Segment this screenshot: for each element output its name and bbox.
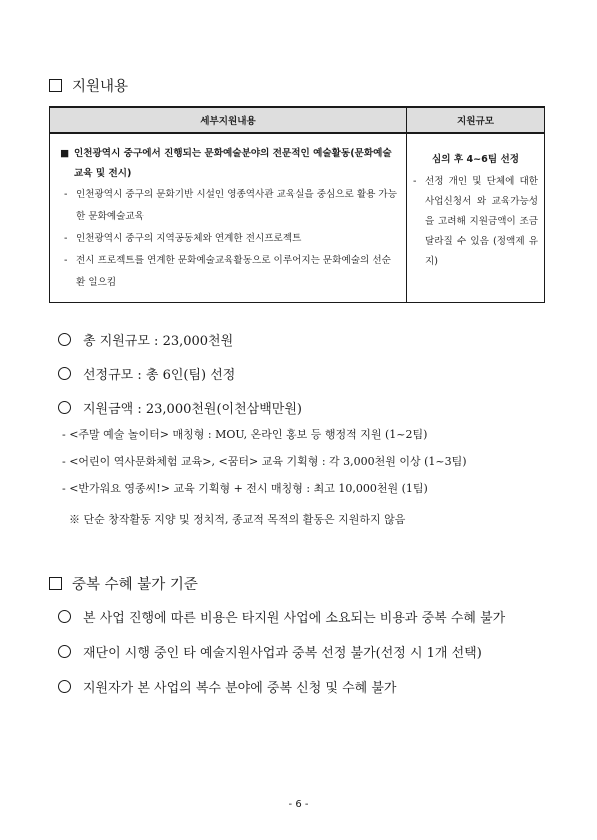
circle-item — [58, 642, 482, 661]
section-title-text: 중복 수혜 불가 기준 — [72, 577, 198, 593]
table-header-detail: 세부지원내용 — [50, 107, 407, 133]
support-table — [49, 106, 545, 303]
circle-item — [58, 398, 302, 417]
list-item: - 전시 프로젝트를 연계한 문화예술교육활동으로 이루어지는 문화예술의 선순환 일으킴 — [60, 250, 400, 294]
circle-item-text: 총 지원규모 : 23,000천원 — [83, 334, 234, 349]
circle-item — [58, 607, 505, 626]
circle-bullet-icon — [58, 367, 71, 380]
table-cell-scale — [407, 133, 545, 303]
square-bullet-icon: ■ — [60, 148, 70, 159]
sub-item: - <반가워요 영종씨!> 교육 기획형 + 전시 매칭형 : 최고 10,000천원 (1팀) — [62, 482, 428, 495]
page-number: - 6 - — [288, 799, 309, 810]
list-item-text: 인천광역시 중구의 문화기반 시설인 영종역사관 교육실을 중심으로 활용 가능한 문화예술교육 — [76, 189, 397, 222]
circle-item-text: 재단이 시행 중인 타 예술지원사업과 중복 선정 불가(선정 시 1개 선택) — [83, 646, 482, 661]
table-main-bullet-text: 인천광역시 중구에서 진행되는 문화예술분야의 전문적인 예술활동(문화예술교육 및 전시) — [74, 148, 392, 179]
list-item: - 인천광역시 중구의 문화기반 시설인 영종역사관 교육실을 중심으로 활용 가능한 문화예술교육 — [60, 184, 400, 228]
checkbox-square-icon — [49, 79, 62, 92]
table-row — [50, 133, 545, 303]
list-item-text: 인천광역시 중구의 지역공동체와 연계한 전시프로젝트 — [76, 233, 302, 244]
scale-body-text: 선정 개인 및 단체에 대한 사업신청서 와 교육가능성을 고려해 지원금액이 조금 달라질 수 있음 (정액제 유지) — [425, 176, 538, 267]
list-item-text: 전시 프로젝트를 연계한 문화예술교육활동으로 이루어지는 문화예술의 선순환 일으킴 — [76, 255, 391, 288]
scale-heading: 심의 후 4~6팀 선정 — [431, 154, 519, 165]
section-title-duplicate — [49, 573, 198, 594]
circle-item — [58, 677, 396, 696]
table-main-bullet — [60, 144, 400, 184]
section-title-support — [49, 75, 128, 96]
scale-body: - 선정 개인 및 단체에 대한 사업신청서 와 교육가능성을 고려해 지원금액이 조금 달라질 수 있음 (정액제 유지) — [413, 172, 538, 272]
circle-bullet-icon — [58, 680, 71, 693]
list-item: - 인천광역시 중구의 지역공동체와 연계한 전시프로젝트 — [60, 228, 400, 250]
circle-bullet-icon — [58, 645, 71, 658]
circle-item — [58, 364, 235, 383]
section-title-text: 지원내용 — [72, 79, 129, 95]
circle-item-text: 지원자가 본 사업의 복수 분야에 중복 신청 및 수혜 불가 — [83, 681, 397, 696]
circle-item-text: 선정규모 : 총 6인(팀) 선정 — [83, 368, 236, 383]
circle-bullet-icon — [58, 401, 71, 414]
circle-bullet-icon — [58, 333, 71, 346]
table-header-scale: 지원규모 — [407, 107, 545, 133]
circle-bullet-icon — [58, 610, 71, 623]
note-text: ※ 단순 창작활동 지양 및 정치적, 종교적 목적의 활동은 지원하지 않음 — [69, 513, 406, 526]
sub-item: - <어린이 역사문화체험 교육>, <꿈터> 교육 기획형 : 각 3,000천원 이상 (1~3팀) — [62, 455, 467, 468]
circle-item-text: 본 사업 진행에 따른 비용은 타지원 사업에 소요되는 비용과 중복 수혜 불가 — [83, 611, 506, 626]
table-header-row — [50, 107, 545, 133]
circle-item — [58, 330, 233, 349]
table-cell-detail — [50, 133, 407, 303]
checkbox-square-icon — [49, 577, 62, 590]
circle-item-text: 지원금액 : 23,000천원(이천삼백만원) — [83, 402, 302, 417]
sub-item: - <주말 예술 놀이터> 매칭형 : MOU, 온라인 홍보 등 행정적 지원 (1~2팀) — [62, 428, 428, 441]
